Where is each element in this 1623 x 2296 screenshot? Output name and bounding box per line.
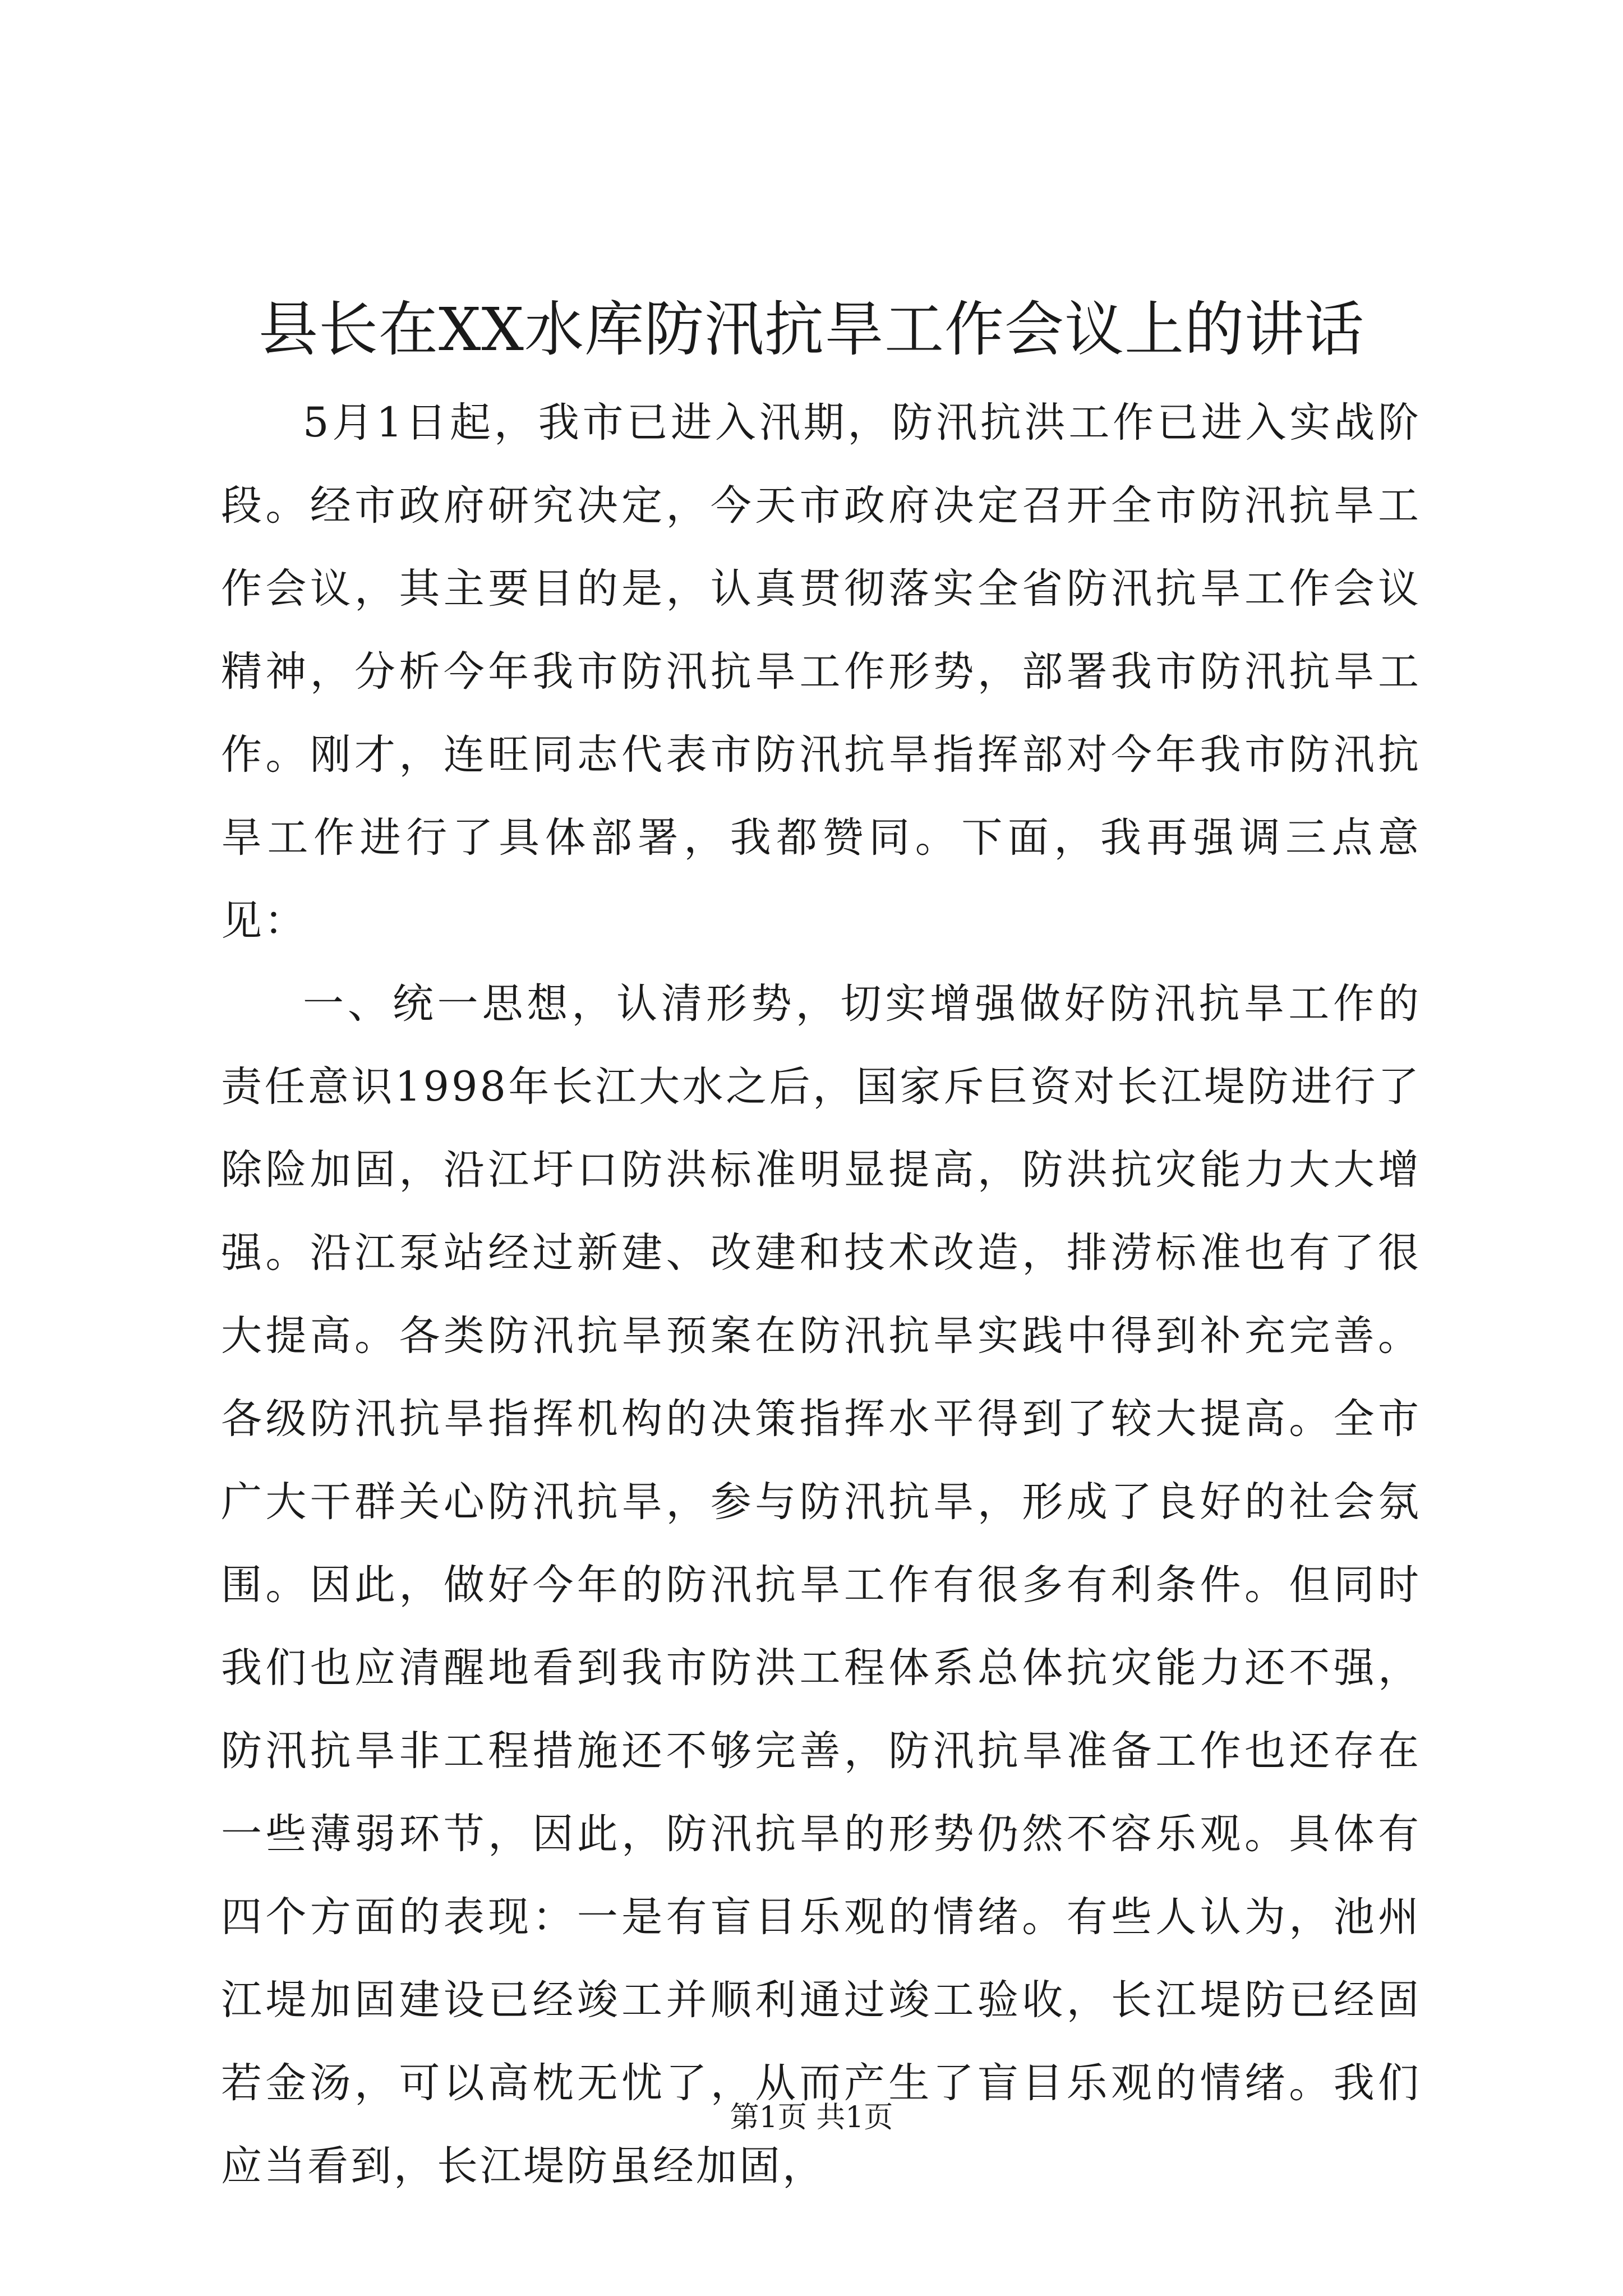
paragraph-section-one: 一、统一思想，认清形势，切实增强做好防汛抗旱工作的责任意识1998年长江大水之后，国家斥巨资对长江堤防进行了除险加固，沿江圩口防洪标准明显提高，防洪抗灾能力大大增强。沿江泵站经过新建、改建和技术改造，排涝标准也有了很大提高。各类防汛抗旱预案在防汛抗旱实践中得到补充完善。各级防汛抗旱指挥机构的决策指挥水平得到了较大提高。全市广大干群关心防汛抗旱，参与防汛抗旱，形成了良好的社会氛围。因此，做好今年的防汛抗旱工作有很多有利条件。但同时我们也应清醒地看到我市防洪工程体系总体抗灾能力还不强，防汛抗旱非工程措施还不够完善，防汛抗旱准备工作也还存在一些薄弱环节，因此，防汛抗旱的形势仍然不容乐观。具体有四个方面的表现：一是有盲目乐观的情绪。有些人认为，池州江堤加固建设已经竣工并顺利通过竣工验收，长江堤防已经固若金汤，可以高枕无忧了，从而产生了盲目乐观的情绪。我们应当看到，长江堤防虽经加固， bbox=[221, 980, 1421, 2190]
paragraph-intro: 5月1日起，我市已进入汛期，防汛抗洪工作已进入实战阶段。经市政府研究决定，今天市政府决定召开全市防汛抗旱工作会议，其主要目的是，认真贯彻落实全省防汛抗旱工作会议精神，分析今年我市防汛抗旱工作形势，部署我市防汛抗旱工作。刚才，连旺同志代表市防汛抗旱指挥部对今年我市防汛抗旱工作进行了具体部署，我都赞同。下面，我再强调三点意见： bbox=[221, 399, 1421, 945]
document-body bbox=[221, 381, 1421, 2208]
page-footer: 第1页 共1页 bbox=[730, 2101, 893, 2134]
document-title: 县长在XX水库防汛抗旱工作会议上的讲话 bbox=[259, 295, 1364, 364]
